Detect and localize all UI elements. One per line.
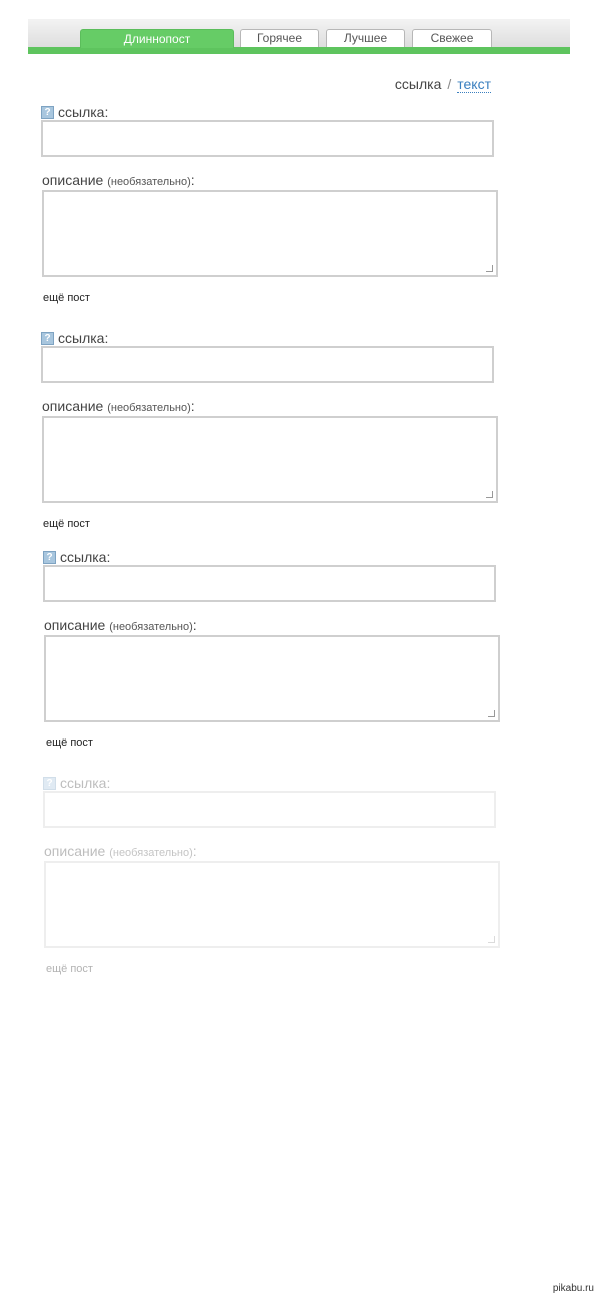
type-current: ссылка: [394, 76, 442, 92]
more-post-link[interactable]: ещё пост: [46, 963, 93, 975]
description-label-text: описание: [44, 617, 106, 633]
description-textarea[interactable]: [42, 416, 498, 503]
more-post-link[interactable]: ещё пост: [43, 518, 90, 530]
link-input[interactable]: [43, 565, 496, 602]
description-optional-text: (необязательно): [107, 176, 191, 188]
link-label: ссылка:: [60, 549, 111, 565]
description-optional-text: (необязательно): [109, 847, 193, 859]
more-post-link[interactable]: ещё пост: [46, 737, 93, 749]
link-input[interactable]: [43, 791, 496, 828]
tab-best[interactable]: Лучшее: [326, 29, 405, 47]
link-label-row: [43, 549, 110, 565]
link-label: ссылка:: [60, 775, 111, 791]
tab-longpost[interactable]: Длиннопост: [80, 29, 234, 48]
description-colon: :: [192, 617, 197, 633]
description-label: [44, 617, 197, 633]
help-icon[interactable]: ?: [43, 551, 56, 564]
tab-fresh[interactable]: Свежее: [412, 29, 492, 47]
link-input[interactable]: [41, 120, 494, 157]
description-textarea[interactable]: [44, 635, 500, 722]
link-label: ссылка:: [58, 330, 109, 346]
description-label-text: описание: [42, 398, 104, 414]
help-icon[interactable]: ?: [41, 332, 54, 345]
watermark: pikabu.ru: [552, 1283, 594, 1294]
resize-grip-icon[interactable]: [486, 265, 493, 272]
link-input[interactable]: [41, 346, 494, 383]
resize-grip-icon[interactable]: [488, 936, 495, 943]
help-icon[interactable]: ?: [41, 106, 54, 119]
description-label: [44, 843, 197, 859]
top-nav-green-line: [28, 47, 570, 54]
resize-grip-icon[interactable]: [488, 710, 495, 717]
link-label: ссылка:: [58, 104, 109, 120]
description-label-text: описание: [44, 843, 106, 859]
help-icon[interactable]: ?: [43, 777, 56, 790]
tab-hot[interactable]: Горячее: [240, 29, 319, 47]
resize-grip-icon[interactable]: [486, 491, 493, 498]
description-colon: :: [190, 398, 195, 414]
description-label: [42, 172, 195, 188]
more-post-link[interactable]: ещё пост: [43, 292, 90, 304]
description-optional-text: (необязательно): [107, 402, 191, 414]
description-colon: :: [192, 843, 197, 859]
link-label-row: [41, 104, 108, 120]
type-separator: /: [447, 76, 452, 92]
type-text-link[interactable]: текст: [457, 76, 491, 92]
link-label-row: [43, 775, 110, 791]
description-textarea[interactable]: [44, 861, 500, 948]
link-label-row: [41, 330, 108, 346]
description-label: [42, 398, 195, 414]
description-textarea[interactable]: [42, 190, 498, 277]
description-optional-text: (необязательно): [109, 621, 193, 633]
post-type-switch: [395, 76, 491, 92]
description-label-text: описание: [42, 172, 104, 188]
description-colon: :: [190, 172, 195, 188]
